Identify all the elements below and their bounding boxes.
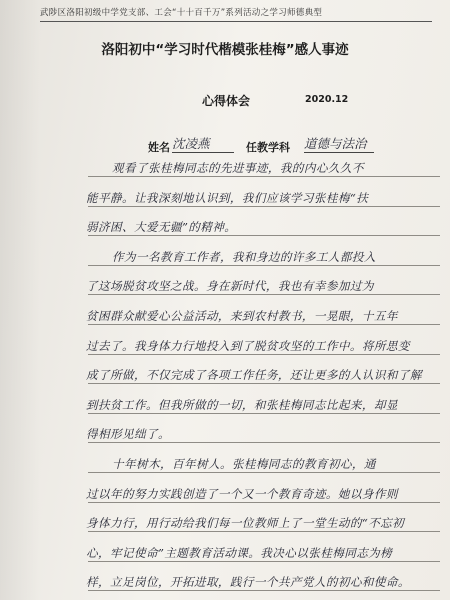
document-date: 2020.12 [305, 94, 349, 105]
handwritten-line: 作为一名教育工作者，我和身边的许多工人都投入 [112, 250, 376, 264]
subject-value: 道德与法治 [304, 136, 374, 153]
handwritten-line: 观看了张桂梅同志的先进事迹，我的内心久久不 [112, 161, 364, 175]
handwritten-line: 过以年的努力实践创造了一个又一个教育奇迹。她以身作则 [86, 487, 398, 501]
handwritten-line: 到扶贫工作。但我所做的一切，和张桂梅同志比起来，却显 [86, 398, 398, 412]
page-shadow [0, 0, 40, 600]
document-title: 洛阳初中“学习时代楷模张桂梅”感人事迹 [101, 42, 349, 58]
handwritten-line: 能平静。让我深刻地认识到，我们应该学习张桂梅“扶 [86, 191, 369, 205]
subject-label: 任教学科 [246, 141, 290, 154]
handwritten-line: 成了所做，不仅完成了各项工作任务，还让更多的人认识和了解 [86, 368, 422, 382]
header-divider [40, 21, 432, 22]
ruled-line [88, 176, 440, 177]
handwritten-line: 过去了。我身体力行地投入到了脱贫攻坚的工作中。将所思变 [86, 339, 410, 353]
handwritten-line: 心，牢记使命”主题教育活动课。我决心以张桂梅同志为榜 [86, 546, 393, 560]
handwritten-line: 得相形见绌了。 [86, 427, 170, 441]
header-banner: 武陟区洛阳初级中学党支部、工会“十十百千万”系列活动之学习师德典型 [40, 8, 323, 18]
name-label: 姓名 [148, 141, 170, 154]
ruled-line [88, 383, 440, 384]
ruled-line [88, 206, 440, 207]
ruled-line [88, 502, 440, 503]
ruled-line [88, 413, 440, 414]
handwritten-line: 样，立足岗位，开拓进取，践行一个共产党人的初心和使命。 [86, 575, 410, 589]
handwritten-line: 十年树木，百年树人。张桂梅同志的教育初心，通 [112, 457, 376, 471]
handwritten-line: 身体力行，用行动给我们每一位教师上了一堂生动的“不忘初 [86, 516, 405, 530]
ruled-line [88, 472, 440, 473]
ruled-line [88, 354, 440, 355]
handwritten-line: 弱济困、大爱无疆”的精神。 [86, 220, 237, 234]
document-subtitle: 心得体会 [202, 94, 251, 108]
ruled-line [88, 561, 440, 562]
name-value: 沈凌燕 [172, 136, 234, 153]
handwritten-line: 了这场脱贫攻坚之战。身在新时代，我也有幸参加过为 [86, 279, 374, 293]
ruled-line [88, 265, 440, 266]
ruled-line [88, 590, 440, 591]
ruled-line [88, 294, 440, 295]
handwritten-line: 贫困群众献爱心公益活动，来到农村教书，一晃眼，十五年 [86, 309, 398, 323]
ruled-line [88, 235, 440, 236]
ruled-line [88, 531, 440, 532]
ruled-line [88, 442, 440, 443]
ruled-line [88, 324, 440, 325]
